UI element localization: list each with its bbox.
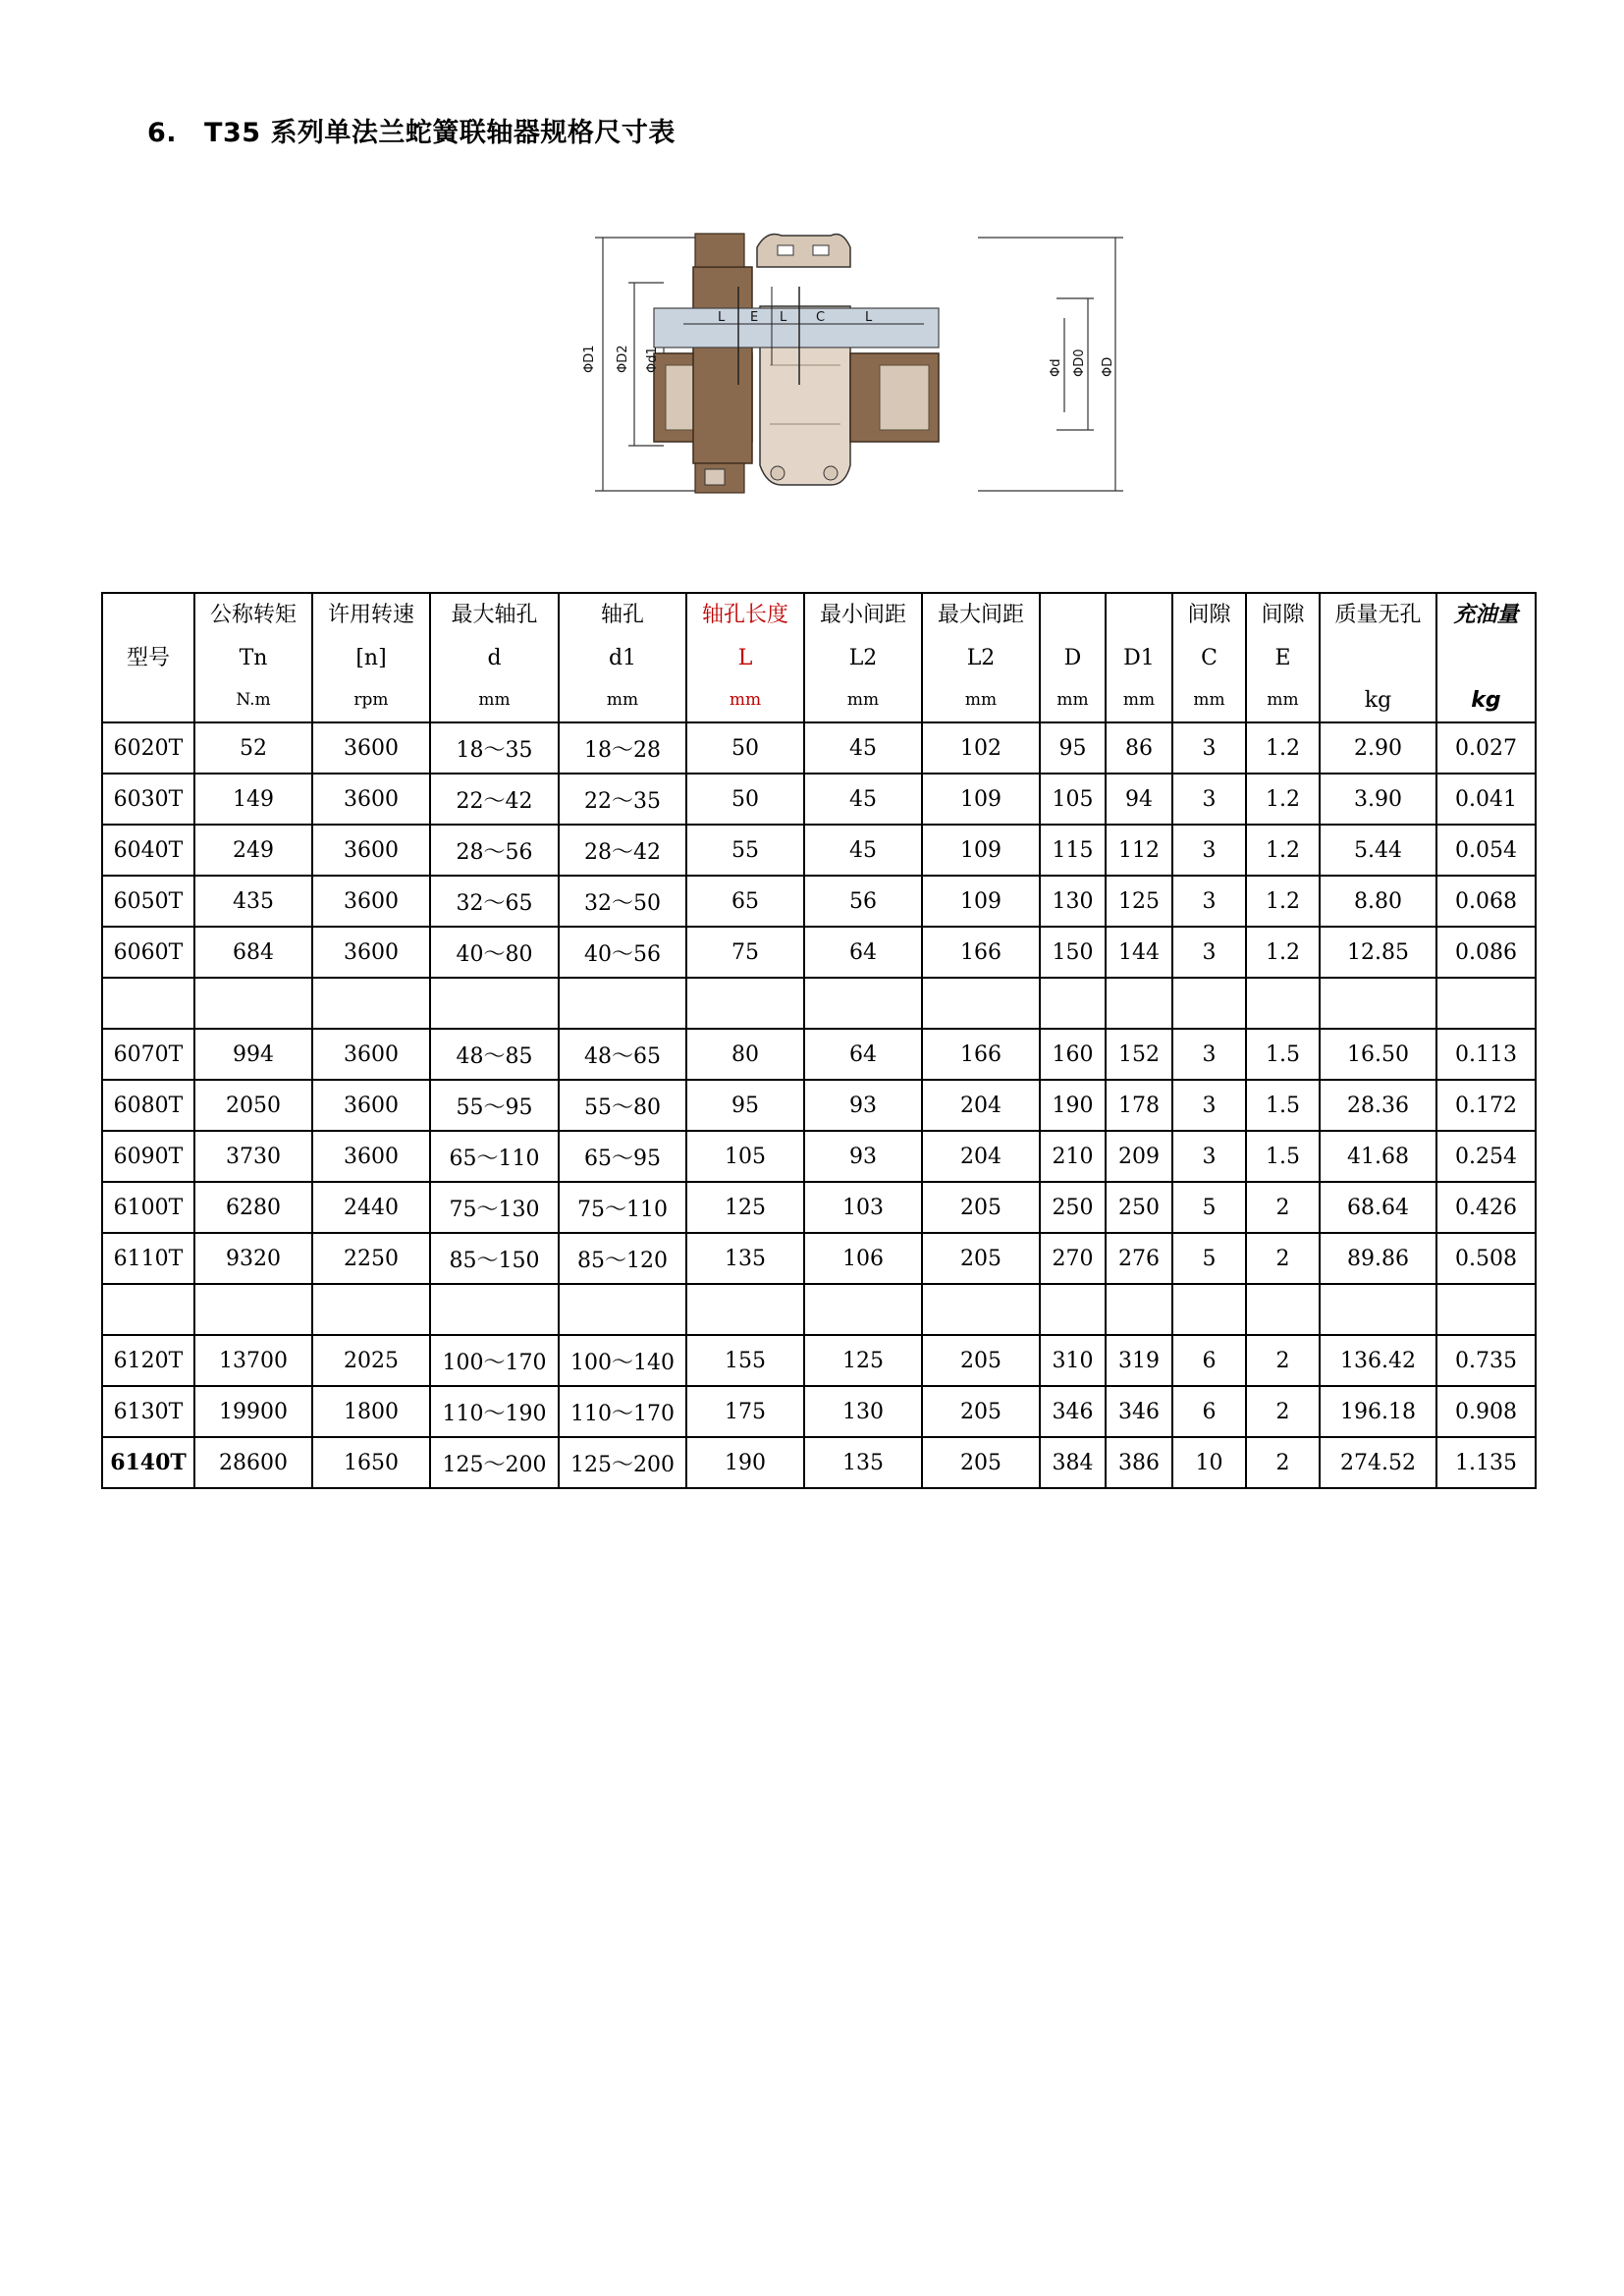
table-cell: 0.113 xyxy=(1436,1029,1536,1080)
label-L-mid: L xyxy=(780,310,787,325)
table-cell: 166 xyxy=(922,927,1040,978)
table-cell: 105 xyxy=(1040,774,1106,825)
table-cell: 3.90 xyxy=(1320,774,1436,825)
table-cell: 55～95 xyxy=(430,1080,559,1131)
table-cell: 3600 xyxy=(312,825,430,876)
table-cell: 196.18 xyxy=(1320,1386,1436,1437)
header-bore-length: 轴孔长度 L mm xyxy=(686,593,804,722)
table-cell xyxy=(194,978,312,1029)
header-max-bore: 最大轴孔 d mm xyxy=(430,593,559,722)
table-row xyxy=(102,1437,1536,1488)
table-cell: 250 xyxy=(1106,1182,1172,1233)
table-cell: 28～56 xyxy=(430,825,559,876)
model-cell xyxy=(102,1284,194,1335)
table-cell: 155 xyxy=(686,1335,804,1386)
table-cell: 1.2 xyxy=(1246,774,1320,825)
table-cell xyxy=(312,978,430,1029)
section-number: 6. xyxy=(147,118,178,148)
section-title: T35 系列单法兰蛇簧联轴器规格尺寸表 xyxy=(204,118,676,148)
table-cell: 48～85 xyxy=(430,1029,559,1080)
table-cell: 65～110 xyxy=(430,1131,559,1182)
table-cell: 204 xyxy=(922,1080,1040,1131)
table-cell: 48～65 xyxy=(559,1029,686,1080)
table-cell: 175 xyxy=(686,1386,804,1437)
table-cell: 160 xyxy=(1040,1029,1106,1080)
header-gap-C: 间隙 C mm xyxy=(1172,593,1246,722)
table-cell: 65 xyxy=(686,876,804,927)
table-cell: 10 xyxy=(1172,1437,1246,1488)
table-cell: 125 xyxy=(804,1335,922,1386)
table-cell: 65～95 xyxy=(559,1131,686,1182)
table-cell: 270 xyxy=(1040,1233,1106,1284)
table-cell: 2025 xyxy=(312,1335,430,1386)
table-cell xyxy=(1320,978,1436,1029)
table-cell: 3 xyxy=(1172,927,1246,978)
table-cell: 205 xyxy=(922,1335,1040,1386)
table-cell: 6280 xyxy=(194,1182,312,1233)
table-cell: 2.90 xyxy=(1320,722,1436,774)
table-cell: 3730 xyxy=(194,1131,312,1182)
table-row xyxy=(102,722,1536,774)
table-cell: 125～200 xyxy=(559,1437,686,1488)
label-phi-d0: ΦD0 xyxy=(1072,348,1087,377)
table-cell: 3 xyxy=(1172,1080,1246,1131)
table-cell xyxy=(1436,1284,1536,1335)
header-max-gap: 最大间距 L2 mm xyxy=(922,593,1040,722)
table-row xyxy=(102,1386,1536,1437)
table-cell: 346 xyxy=(1106,1386,1172,1437)
table-cell: 40～80 xyxy=(430,927,559,978)
spec-table xyxy=(101,592,1537,1489)
table-cell: 274.52 xyxy=(1320,1437,1436,1488)
header-torque: 公称转矩 Tn N.m xyxy=(194,593,312,722)
table-cell: 1800 xyxy=(312,1386,430,1437)
table-row xyxy=(102,1131,1536,1182)
page-title xyxy=(147,111,676,149)
table-cell: 40～56 xyxy=(559,927,686,978)
table-cell: 994 xyxy=(194,1029,312,1080)
table-cell: 0.041 xyxy=(1436,774,1536,825)
model-cell: 6140T xyxy=(102,1437,194,1488)
table-cell: 56 xyxy=(804,876,922,927)
table-cell: 22～42 xyxy=(430,774,559,825)
table-cell: 106 xyxy=(804,1233,922,1284)
table-cell xyxy=(430,978,559,1029)
model-cell: 6120T xyxy=(102,1335,194,1386)
label-phi-d2: ΦD2 xyxy=(616,345,630,373)
table-cell: 16.50 xyxy=(1320,1029,1436,1080)
label-phi-d: Φd xyxy=(1049,358,1063,377)
label-L-left: L xyxy=(718,310,726,325)
model-cell: 6090T xyxy=(102,1131,194,1182)
table-cell: 85～150 xyxy=(430,1233,559,1284)
table-cell: 3 xyxy=(1172,1131,1246,1182)
table-row xyxy=(102,1182,1536,1233)
table-cell: 9320 xyxy=(194,1233,312,1284)
table-cell: 0.508 xyxy=(1436,1233,1536,1284)
model-cell: 6040T xyxy=(102,825,194,876)
table-cell: 85～120 xyxy=(559,1233,686,1284)
table-cell: 2 xyxy=(1246,1386,1320,1437)
table-cell: 75～130 xyxy=(430,1182,559,1233)
table-cell: 0.254 xyxy=(1436,1131,1536,1182)
table-cell: 346 xyxy=(1040,1386,1106,1437)
table-cell: 204 xyxy=(922,1131,1040,1182)
table-row xyxy=(102,927,1536,978)
table-cell: 115 xyxy=(1040,825,1106,876)
table-cell: 3600 xyxy=(312,927,430,978)
table-cell: 22～35 xyxy=(559,774,686,825)
table-cell: 1.2 xyxy=(1246,876,1320,927)
table-cell xyxy=(1246,1284,1320,1335)
table-cell: 0.735 xyxy=(1436,1335,1536,1386)
table-cell: 125～200 xyxy=(430,1437,559,1488)
table-cell: 110～190 xyxy=(430,1386,559,1437)
table-cell xyxy=(559,1284,686,1335)
table-cell xyxy=(804,1284,922,1335)
table-cell: 12.85 xyxy=(1320,927,1436,978)
table-cell: 75～110 xyxy=(559,1182,686,1233)
table-cell: 100～140 xyxy=(559,1335,686,1386)
table-cell: 5.44 xyxy=(1320,825,1436,876)
table-cell: 205 xyxy=(922,1182,1040,1233)
table-cell xyxy=(922,1284,1040,1335)
table-cell xyxy=(1436,978,1536,1029)
table-cell: 130 xyxy=(804,1386,922,1437)
table-cell xyxy=(559,978,686,1029)
table-cell: 50 xyxy=(686,722,804,774)
table-cell: 205 xyxy=(922,1386,1040,1437)
table-cell: 100～170 xyxy=(430,1335,559,1386)
table-cell: 80 xyxy=(686,1029,804,1080)
table-cell: 152 xyxy=(1106,1029,1172,1080)
model-cell: 6050T xyxy=(102,876,194,927)
table-cell: 684 xyxy=(194,927,312,978)
table-cell: 386 xyxy=(1106,1437,1172,1488)
table-cell: 3600 xyxy=(312,1131,430,1182)
table-cell: 28600 xyxy=(194,1437,312,1488)
table-cell: 6 xyxy=(1172,1386,1246,1437)
table-cell: 3 xyxy=(1172,722,1246,774)
model-cell: 6020T xyxy=(102,722,194,774)
table-cell: 125 xyxy=(1106,876,1172,927)
table-cell: 93 xyxy=(804,1080,922,1131)
label-phi-d1: Φd1 xyxy=(645,347,660,373)
table-cell: 45 xyxy=(804,722,922,774)
table-row xyxy=(102,876,1536,927)
coupling-drawing xyxy=(582,228,1135,512)
table-cell: 93 xyxy=(804,1131,922,1182)
table-cell xyxy=(1040,1284,1106,1335)
table-cell: 0.908 xyxy=(1436,1386,1536,1437)
table-cell: 55 xyxy=(686,825,804,876)
table-cell: 1.5 xyxy=(1246,1131,1320,1182)
table-cell: 110～170 xyxy=(559,1386,686,1437)
table-cell: 0.086 xyxy=(1436,927,1536,978)
table-cell: 166 xyxy=(922,1029,1040,1080)
table-cell: 209 xyxy=(1106,1131,1172,1182)
table-cell: 13700 xyxy=(194,1335,312,1386)
model-cell: 6080T xyxy=(102,1080,194,1131)
table-cell: 319 xyxy=(1106,1335,1172,1386)
table-cell: 32～50 xyxy=(559,876,686,927)
label-C: C xyxy=(816,310,826,325)
table-cell: 3 xyxy=(1172,825,1246,876)
table-cell: 5 xyxy=(1172,1182,1246,1233)
table-cell: 249 xyxy=(194,825,312,876)
table-cell: 125 xyxy=(686,1182,804,1233)
header-D1: D1 mm xyxy=(1106,593,1172,722)
table-cell: 45 xyxy=(804,774,922,825)
header-D: D mm xyxy=(1040,593,1106,722)
table-cell: 135 xyxy=(686,1233,804,1284)
table-cell: 136.42 xyxy=(1320,1335,1436,1386)
table-cell: 3600 xyxy=(312,1080,430,1131)
table-cell: 2250 xyxy=(312,1233,430,1284)
model-cell: 6110T xyxy=(102,1233,194,1284)
table-cell: 1.2 xyxy=(1246,722,1320,774)
table-cell: 3600 xyxy=(312,876,430,927)
header-bore-d1: 轴孔 d1 mm xyxy=(559,593,686,722)
table-cell: 210 xyxy=(1040,1131,1106,1182)
table-row xyxy=(102,774,1536,825)
table-spacer-row xyxy=(102,1284,1536,1335)
table-cell: 1.2 xyxy=(1246,825,1320,876)
table-cell: 95 xyxy=(1040,722,1106,774)
table-cell: 150 xyxy=(1040,927,1106,978)
table-cell xyxy=(1246,978,1320,1029)
table-cell: 2 xyxy=(1246,1335,1320,1386)
table-cell: 310 xyxy=(1040,1335,1106,1386)
table-cell: 109 xyxy=(922,876,1040,927)
table-cell xyxy=(922,978,1040,1029)
table-header-row xyxy=(102,593,1536,722)
table-cell: 2440 xyxy=(312,1182,430,1233)
table-cell: 19900 xyxy=(194,1386,312,1437)
table-cell: 86 xyxy=(1106,722,1172,774)
table-cell: 94 xyxy=(1106,774,1172,825)
model-cell: 6130T xyxy=(102,1386,194,1437)
table-cell: 149 xyxy=(194,774,312,825)
table-cell: 3600 xyxy=(312,722,430,774)
table-cell: 2 xyxy=(1246,1233,1320,1284)
table-cell: 2 xyxy=(1246,1437,1320,1488)
label-L-right: L xyxy=(865,310,873,325)
table-cell: 64 xyxy=(804,927,922,978)
table-cell xyxy=(686,978,804,1029)
table-cell: 103 xyxy=(804,1182,922,1233)
table-cell: 5 xyxy=(1172,1233,1246,1284)
table-cell: 18～35 xyxy=(430,722,559,774)
table-cell xyxy=(1106,978,1172,1029)
table-cell xyxy=(1040,978,1106,1029)
table-cell: 32～65 xyxy=(430,876,559,927)
table-cell: 109 xyxy=(922,774,1040,825)
table-cell: 3 xyxy=(1172,876,1246,927)
table-row xyxy=(102,1335,1536,1386)
table-cell: 205 xyxy=(922,1233,1040,1284)
header-mass: 质量无孔 kg xyxy=(1320,593,1436,722)
table-cell: 52 xyxy=(194,722,312,774)
table-cell xyxy=(194,1284,312,1335)
table-row xyxy=(102,1080,1536,1131)
table-cell xyxy=(430,1284,559,1335)
table-cell: 0.027 xyxy=(1436,722,1536,774)
header-gap-E: 间隙 E mm xyxy=(1246,593,1320,722)
header-min-gap: 最小间距 L2 mm xyxy=(804,593,922,722)
table-cell xyxy=(312,1284,430,1335)
table-cell: 0.172 xyxy=(1436,1080,1536,1131)
table-cell: 0.068 xyxy=(1436,876,1536,927)
table-cell: 190 xyxy=(686,1437,804,1488)
table-cell: 41.68 xyxy=(1320,1131,1436,1182)
table-row xyxy=(102,1029,1536,1080)
table-cell: 3 xyxy=(1172,774,1246,825)
table-spacer-row xyxy=(102,978,1536,1029)
table-row xyxy=(102,1233,1536,1284)
table-cell: 8.80 xyxy=(1320,876,1436,927)
table-cell: 6 xyxy=(1172,1335,1246,1386)
table-cell: 178 xyxy=(1106,1080,1172,1131)
table-cell: 2 xyxy=(1246,1182,1320,1233)
table-cell: 105 xyxy=(686,1131,804,1182)
table-cell: 135 xyxy=(804,1437,922,1488)
table-cell: 1.5 xyxy=(1246,1029,1320,1080)
table-cell: 28.36 xyxy=(1320,1080,1436,1131)
table-cell: 3 xyxy=(1172,1029,1246,1080)
table-cell xyxy=(686,1284,804,1335)
table-cell: 130 xyxy=(1040,876,1106,927)
table-row xyxy=(102,825,1536,876)
table-cell: 250 xyxy=(1040,1182,1106,1233)
table-cell: 95 xyxy=(686,1080,804,1131)
table-cell: 384 xyxy=(1040,1437,1106,1488)
table-cell: 102 xyxy=(922,722,1040,774)
table-cell xyxy=(1172,1284,1246,1335)
table-cell: 55～80 xyxy=(559,1080,686,1131)
table-cell: 28～42 xyxy=(559,825,686,876)
table-cell: 3600 xyxy=(312,1029,430,1080)
table-cell: 2050 xyxy=(194,1080,312,1131)
table-cell: 68.64 xyxy=(1320,1182,1436,1233)
table-cell: 18～28 xyxy=(559,722,686,774)
table-cell: 1.135 xyxy=(1436,1437,1536,1488)
table-cell: 75 xyxy=(686,927,804,978)
table-cell: 1.2 xyxy=(1246,927,1320,978)
model-cell xyxy=(102,978,194,1029)
label-phi-D: ΦD xyxy=(1101,356,1115,377)
table-cell: 205 xyxy=(922,1437,1040,1488)
table-cell: 3600 xyxy=(312,774,430,825)
table-cell: 276 xyxy=(1106,1233,1172,1284)
table-cell: 45 xyxy=(804,825,922,876)
model-cell: 6100T xyxy=(102,1182,194,1233)
table-cell: 435 xyxy=(194,876,312,927)
model-cell: 6070T xyxy=(102,1029,194,1080)
table-cell: 109 xyxy=(922,825,1040,876)
label-phi-d1-outer: ΦD1 xyxy=(582,345,597,373)
table-cell xyxy=(1320,1284,1436,1335)
label-E: E xyxy=(750,310,759,325)
table-cell xyxy=(804,978,922,1029)
model-cell: 6060T xyxy=(102,927,194,978)
table-cell: 64 xyxy=(804,1029,922,1080)
header-model: 型号 xyxy=(102,593,194,722)
table-cell: 1.5 xyxy=(1246,1080,1320,1131)
table-cell xyxy=(1172,978,1246,1029)
table-cell: 144 xyxy=(1106,927,1172,978)
table-cell xyxy=(1106,1284,1172,1335)
table-cell: 112 xyxy=(1106,825,1172,876)
table-cell: 190 xyxy=(1040,1080,1106,1131)
table-cell: 89.86 xyxy=(1320,1233,1436,1284)
table-cell: 1650 xyxy=(312,1437,430,1488)
table-cell: 50 xyxy=(686,774,804,825)
table-cell: 0.054 xyxy=(1436,825,1536,876)
table-cell: 0.426 xyxy=(1436,1182,1536,1233)
header-speed: 许用转速 [n] rpm xyxy=(312,593,430,722)
header-oil: 充油量 kg xyxy=(1436,593,1536,722)
model-cell: 6030T xyxy=(102,774,194,825)
